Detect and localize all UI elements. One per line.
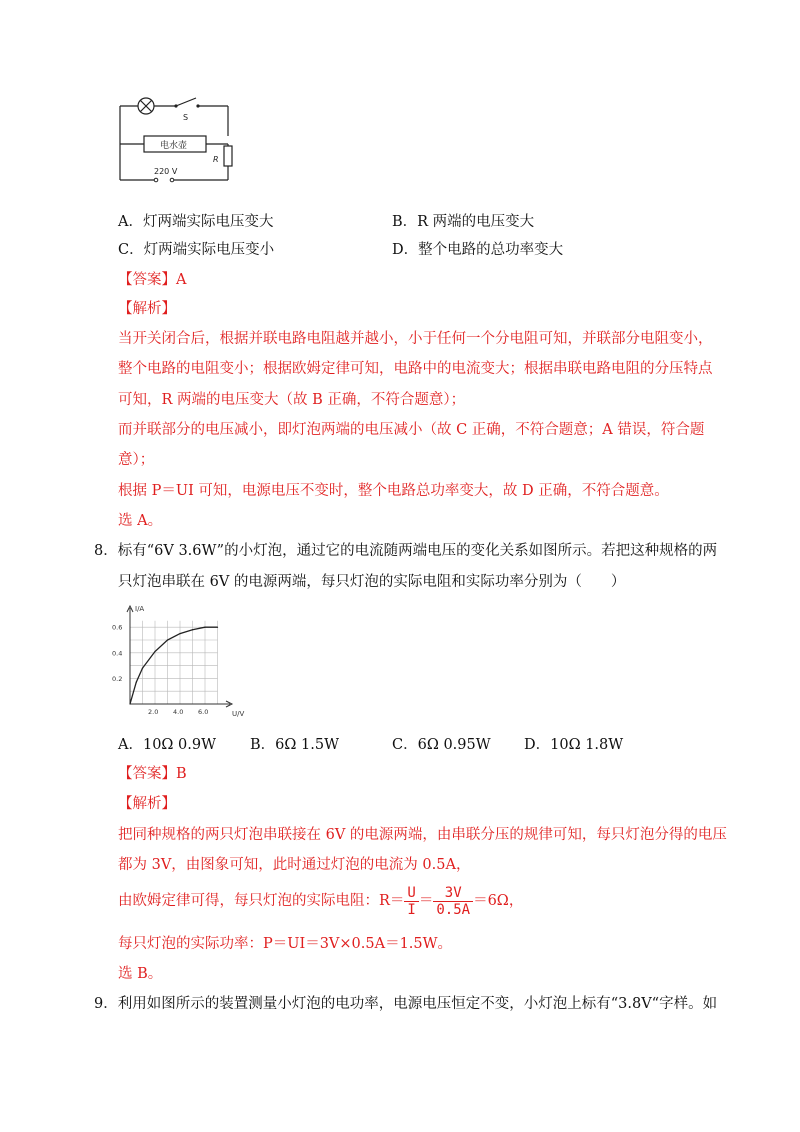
- y-tick-label: 0.2: [112, 674, 123, 683]
- equals-sign: ＝: [418, 893, 434, 909]
- q8-ohm-equation: [118, 884, 523, 918]
- q8-option-c[interactable]: C．6Ω 0.95W: [392, 737, 491, 753]
- q8-option-a[interactable]: A．10Ω 0.9W: [118, 737, 217, 753]
- x-tick-label: 2.0: [148, 708, 159, 716]
- q7-analysis-line: 整个电路的电阻变小；根据欧姆定律可知，电路中的电流变大；根据串联电路电阻的分压特点: [118, 361, 713, 377]
- q8-stem-line: 只灯泡串联在 6V 的电源两端，每只灯泡的实际电阻和实际功率分别为（ ）: [118, 574, 626, 590]
- fraction-u-over-i: $\frac{U}{I}$: [404, 885, 418, 918]
- fraction-3v-over-0-5a: $\frac{3V}{0.5A}$: [433, 885, 473, 918]
- iu-point: [179, 633, 180, 634]
- iu-point: [167, 639, 168, 640]
- iu-point: [136, 682, 137, 683]
- q7-analysis-line: 当开关闭合后，根据并联电路电阻越并越小，小于任何一个分电阻可知，并联部分电阻变小，: [118, 331, 713, 347]
- ohm-prefix: 由欧姆定律可得，每只灯泡的实际电阻：R＝: [118, 893, 405, 909]
- q7-analysis-title: 【解析】: [118, 301, 176, 317]
- switch-label: S: [183, 113, 189, 122]
- x-axis-label: U/V: [232, 710, 245, 718]
- resistor-label: R: [213, 155, 219, 164]
- lamp-symbol: [138, 98, 154, 114]
- q8-iu-chart: [110, 600, 260, 722]
- q9-stem: 9．利用如图所示的装置测量小灯泡的电功率，电源电压恒定不变，小灯泡上标有“3.8V“字样。如: [94, 996, 718, 1012]
- q8-answer: 【答案】B: [118, 766, 187, 782]
- q7-analysis-line: 根据 P＝UI 可知，电源电压不变时，整个电路总功率变大，故 D 正确，不符合题意。: [118, 483, 669, 499]
- q7-circuit-diagram: [110, 88, 250, 188]
- x-tick-label: 4.0: [173, 708, 184, 716]
- iu-point: [142, 668, 143, 669]
- x-tick-label: 6.0: [198, 708, 209, 716]
- q8-analysis-line: 都为 3V，由图象可知，此时通过灯泡的电流为 0.5A，: [118, 857, 471, 873]
- q7-answer: 【答案】A: [118, 272, 187, 288]
- q8-analysis-title: 【解析】: [118, 796, 176, 812]
- iu-point: [217, 627, 218, 628]
- kettle-label: 电水壶: [160, 141, 188, 151]
- iu-point: [154, 651, 155, 652]
- q7-analysis-line: 而并联部分的电压减小，即灯泡两端的电压减小（故 C 正确，不符合题意；A 错误，符合题: [118, 422, 705, 438]
- source-label: 220 V: [154, 167, 178, 176]
- q8-analysis-line: 把同种规格的两只灯泡串联接在 6V 的电源两端，由串联分压的规律可知，每只灯泡分得的电压: [118, 827, 727, 843]
- q7-option-c[interactable]: C．灯两端实际电压变小: [118, 242, 275, 258]
- q8-conclusion: 选 B。: [118, 966, 163, 982]
- ohm-result: ＝6Ω，: [473, 893, 524, 909]
- iu-point: [129, 703, 130, 704]
- iu-point: [204, 627, 205, 628]
- q7-option-a[interactable]: A．灯两端实际电压变大: [118, 214, 274, 230]
- q7-analysis-line: 可知，R 两端的电压变大（故 B 正确，不符合题意）；: [118, 392, 466, 408]
- y-tick-label: 0.4: [112, 649, 123, 658]
- q7-analysis-line: 意）；: [118, 452, 155, 468]
- q7-option-d[interactable]: D．整个电路的总功率变大: [392, 242, 564, 258]
- q8-option-b[interactable]: B．6Ω 1.5W: [250, 737, 339, 753]
- q7-option-b[interactable]: B．R 两端的电压变大: [392, 214, 535, 230]
- q7-analysis-line: 选 A。: [118, 513, 163, 529]
- q8-stem-line: 8．标有“6V 3.6W”的小灯泡，通过它的电流随两端电压的变化关系如图所示。若把这种规格的两: [94, 543, 718, 559]
- q8-option-d[interactable]: D．10Ω 1.8W: [524, 737, 624, 753]
- iu-point: [192, 629, 193, 630]
- resistor-symbol: [224, 146, 232, 166]
- q8-power-line: 每只灯泡的实际功率：P＝UI＝3V×0.5A＝1.5W。: [118, 936, 453, 952]
- y-tick-label: 0.6: [112, 623, 123, 632]
- y-axis-label: I/A: [135, 605, 145, 613]
